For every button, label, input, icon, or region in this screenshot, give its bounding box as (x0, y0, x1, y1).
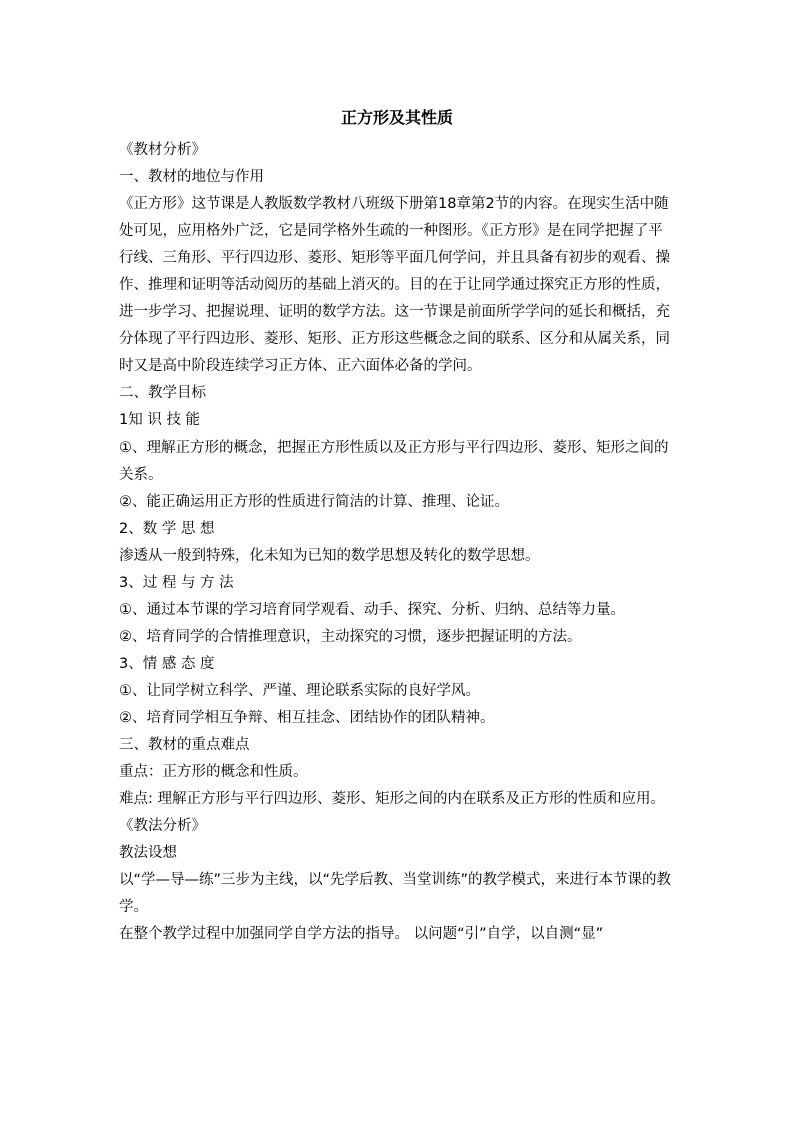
method-paragraph-1: 以“学—导—练”三步为主线，以“先学后教、当堂训练”的教学模式，来进行本节课的教学。 (119, 872, 672, 916)
difficult-point-text: 难点: 理解正方形与平行四边形、菱形、矩形之间的内在联系及正方形的性质和应用。 (119, 791, 665, 808)
process-item-2: ②、培育同学的合情推理意识，主动探究的习惯，逐步把握证明的方法。 (119, 628, 582, 645)
math-thinking-text: 渗透从一般到特殊，化未知为已知的数学思想及转化的数学思想。 (119, 547, 540, 564)
section-heading-textbook-analysis: 《教材分析》 (119, 142, 206, 158)
process-item-1: ①、通过本节课的学习培育同学观看、动手、探究、分析、归纳、总结等力量。 (119, 601, 625, 618)
key-point-text: 重点：正方形的概念和性质。 (119, 764, 308, 781)
document-body (119, 137, 675, 948)
goal-heading-knowledge-skills: 1知 识 技 能 (119, 412, 201, 429)
method-paragraph-2: 在整个教学过程中加强同学自学方法的指导。 以问题“引”自学，以自测“显” (119, 926, 604, 943)
body-paragraph-intro: 《正方形》这节课是人教版数学教材八班级下册第18章第2节的内容。在现实生活中随处可见，应用格外广泛，它是同学格外生疏的一种图形。《正方形》是在同学把握了平行线、三角形、平行四边形、菱形、矩形等平面几何学问，并且具备有初步的观看、操作、推理和证明等活动阅历的基础上消灭的。目的在于让同学通过探究正方形的性质，进一步学习、把握说理、证明的数学方法。这一节课是前面所学学问的延长和概括，充分体现了平行四边形、菱形、矩形、正方形这些概念之间的联系、区分和从属关系，同时又是高中阶段连续学习正方体、正六面体必备的学问。 (119, 196, 670, 375)
attitude-item-1: ①、让同学树立科学、严谨、理论联系实际的良好学风。 (119, 682, 480, 699)
subsection-heading-method-idea: 教法设想 (119, 845, 177, 862)
subsection-heading-role: 一、教材的地位与作用 (119, 169, 264, 186)
section-heading-teaching-method: 《教法分析》 (119, 818, 206, 835)
attitude-item-2: ②、培育同学相互争辩、相互挂念、团结协作的团队精神。 (119, 709, 495, 726)
goal-item-2: ②、能正确运用正方形的性质进行简洁的计算、推理、论证。 (119, 493, 509, 510)
document-title: 正方形及其性质 (340, 108, 453, 127)
subsection-heading-goals: 二、教学目标 (119, 385, 206, 402)
goal-heading-process-method: 3、过 程 与 方 法 (119, 574, 234, 591)
goal-item-1: ①、理解正方形的概念，把握正方形性质以及正方形与平行四边形、菱形、矩形之间的关系。 (119, 439, 669, 483)
subsection-heading-key-points: 三、教材的重点难点 (119, 737, 250, 754)
goal-heading-attitude: 3、情 感 态 度 (119, 655, 215, 672)
goal-heading-math-thinking: 2、数 学 思 想 (119, 520, 215, 537)
